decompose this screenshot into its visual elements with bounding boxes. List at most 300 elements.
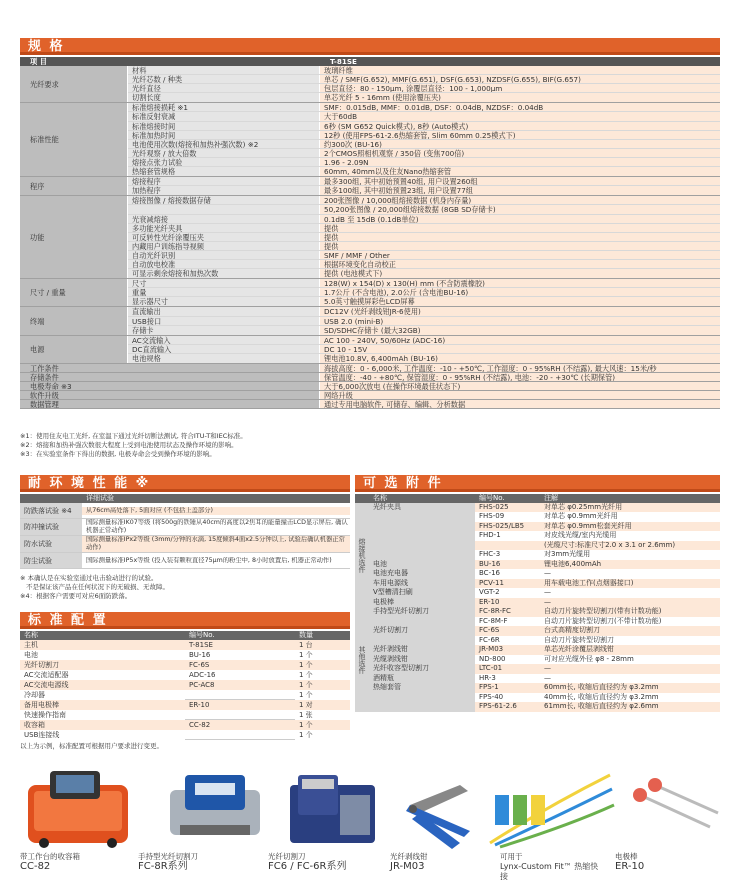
handheld-cleaver-image <box>170 775 260 835</box>
spec-value: 128(W) x 154(D) x 130(H) mm (不含防震橡胶) <box>320 279 720 287</box>
product-caption-model: JR-M03 <box>390 861 425 872</box>
spec-row <box>128 84 720 93</box>
accessory-cell: 电池充电器 <box>369 569 475 579</box>
spec-value: 提供 (电池模式下) <box>320 269 720 278</box>
standard-config-cell: 1 个 <box>295 690 350 700</box>
spec-row <box>128 177 720 186</box>
spec-value: 6秒 (SM G652 Quick模式), 8秒 (Auto模式) <box>320 122 720 130</box>
ruggedness-note: ※4：根据客户需要可对应6面防跌落。 <box>20 592 132 600</box>
spec-key: 自动放电校准 <box>128 260 320 268</box>
ruggedness-section-title: 耐 环 境 性 能 ※ <box>20 475 350 492</box>
product-caption-model: FC-8R系列 <box>138 861 188 872</box>
product-caption <box>615 852 644 872</box>
spec-value: 大于6,000次放电 (在操作环境最佳状态下) <box>320 382 720 390</box>
spec-value: 1.7公斤 (不含电池), 2.0公斤 (含电池BU-16) <box>320 288 720 296</box>
spec-key: 电池使用次数(熔接和加热补强次数) ※2 <box>128 140 320 148</box>
spec-key: 标准熔接时间 <box>128 122 320 130</box>
spec-rows <box>128 279 720 306</box>
accessory-cell: 对单芯 φ0.25mm光纤用 <box>540 503 720 513</box>
spec-value: 单芯光纤 5 - 16mm (使用涂覆压夹) <box>320 93 720 102</box>
standard-config-cell: AC交流电源线 <box>20 680 185 690</box>
accessory-cell: FC-8M-F <box>475 617 540 627</box>
ruggedness-rows <box>20 503 350 569</box>
standard-config-cell: T-81SE <box>185 640 295 650</box>
accessory-cell: 手持型光纤切割刀 <box>369 607 475 617</box>
accessory-cell: 用车载电池工作(点烟器接口) <box>540 579 720 589</box>
spec-row <box>128 149 720 158</box>
ruggedness-table <box>20 494 350 569</box>
ruggedness-test-name: 防跌落试验 ※4 <box>20 503 82 518</box>
spec-row <box>128 345 720 354</box>
carrying-case-image <box>28 771 128 848</box>
spec-key: USB接口 <box>128 317 320 325</box>
product-caption-name: 光纤切割刀 <box>268 852 306 861</box>
spec-value: 通过专用电脑软件, 可储存、编辑、分析数据 <box>320 400 720 408</box>
standard-config-cell: 1 个 <box>295 650 350 660</box>
standard-config-cell: ADC-16 <box>185 670 295 680</box>
spec-key: 电极寿命 ※3 <box>20 382 320 390</box>
electrode-image <box>633 778 718 827</box>
spec-category: 标准性能 <box>20 103 128 176</box>
spec-row <box>128 103 720 112</box>
spec-key: AC交流输入 <box>128 336 320 344</box>
spec-key: 热缩套管规格 <box>128 167 320 176</box>
spec-category: 终端 <box>20 307 128 334</box>
product-caption-model: CC-82 <box>20 861 51 872</box>
standard-config-cell: 1 对 <box>295 700 350 710</box>
standard-config-cell: ER-10 <box>185 700 295 710</box>
accessory-cell: VGT-2 <box>475 588 540 598</box>
product-caption-name: 电极棒 <box>615 852 638 861</box>
accessory-cell: — <box>540 569 720 579</box>
spec-key: 电池规格 <box>128 354 320 363</box>
ruggedness-row <box>20 553 350 569</box>
ruggedness-header: 详细试验 <box>20 494 350 503</box>
spec-header <box>20 57 720 66</box>
fiber-connectors-image <box>490 775 614 847</box>
spec-value: SMF：0.015dB, MMF：0.01dB, DSF：0.04dB, NZDSF：0.04dB <box>320 103 720 111</box>
accessory-cell: FHS-09 <box>475 512 540 522</box>
standard-config-cell: 1 台 <box>295 640 350 650</box>
accessory-cell: 电极棒 <box>369 598 475 608</box>
ruggedness-row <box>20 519 350 536</box>
spec-key: 材料 <box>128 66 320 74</box>
spec-row <box>128 279 720 288</box>
accessories-rows-2 <box>369 608 720 713</box>
accessory-cell: ER-10 <box>475 598 540 608</box>
product-images <box>20 765 720 853</box>
spec-row <box>128 140 720 149</box>
standard-config-cell: USB连接线 <box>20 730 185 740</box>
spec-group <box>20 336 720 364</box>
accessory-cell: 可对应光缆外径 φ8 - 28mm <box>540 655 720 665</box>
spec-key: 显示器尺寸 <box>128 297 320 306</box>
accessory-cell: ND-800 <box>475 655 540 665</box>
spec-row <box>128 75 720 84</box>
accessory-cell: PCV-11 <box>475 579 540 589</box>
spec-note: ※2：熔接和加热补强次数很大程度上受到电池使用状态及操作环境的影响。 <box>20 441 238 449</box>
spec-category: 尺寸 / 重量 <box>20 279 128 306</box>
standard-config-cell: 冷却器 <box>20 690 185 700</box>
spec-value: 锂电池10.8V, 6,400mAh (BU-16) <box>320 354 720 363</box>
ruggedness-note: 不是保证该产品在任何状况下的无破损、无故障。 <box>26 583 169 591</box>
accessory-cell: FHD-1 <box>475 531 540 541</box>
fiber-stripper-image <box>406 785 470 849</box>
accessory-cell <box>369 636 475 646</box>
spec-key: 软件升级 <box>20 391 320 399</box>
spec-key: 标准加热时间 <box>128 131 320 139</box>
spec-key: 标准反射衰减 <box>128 112 320 120</box>
standard-config-row <box>20 650 350 660</box>
accessory-cell: 光纤剥线钳 <box>369 645 475 655</box>
accessories-group-label: 其他选件 <box>355 608 369 713</box>
standard-config-row <box>20 710 350 720</box>
spec-key: 重量 <box>128 288 320 296</box>
spec-value: 2个CMOS照相机观察 / 350倍 (变焦700倍) <box>320 149 720 157</box>
accessory-cell: 电池 <box>369 560 475 570</box>
ruggedness-test-detail: 国际测量标准IPx2等级 (3mm/分钟的水滴, 15度倾斜4面x2.5分钟以上, 试验后确认机器正常动作) <box>82 536 350 552</box>
spec-row <box>128 288 720 297</box>
standard-config-cell: AC交流适配器 <box>20 670 185 680</box>
spec-rows <box>128 103 720 176</box>
standard-config-row <box>20 660 350 670</box>
spec-value: DC 10 - 15V <box>320 345 720 353</box>
spec-note: ※3：在实验室条件下得出的数据, 电极寿命会受到操作环境的影响。 <box>20 450 216 458</box>
spec-rows <box>128 177 720 195</box>
accessory-cell: FHS-025 <box>475 503 540 513</box>
standard-config-cell: 电池 <box>20 650 185 660</box>
spec-row <box>128 317 720 326</box>
spec-key: 内藏用户训练指导视频 <box>128 242 320 250</box>
spec-group <box>20 307 720 335</box>
ruggedness-test-detail: 从76cm高处落下, 5面对应 (不包括上盖部分) <box>82 507 350 515</box>
accessory-cell: 锂电池6,400mAh <box>540 560 720 570</box>
spec-value: 包层直径：80 - 150μm, 涂覆层直径：100 - 1,000μm <box>320 84 720 92</box>
spec-value: 提供 <box>320 224 720 232</box>
accessory-cell <box>475 541 540 551</box>
accessory-cell: — <box>540 598 720 608</box>
standard-config-cell: PC-AC8 <box>185 680 295 690</box>
spec-value: 50,200张图像 / 20,000组熔接数据 (8GB SD存储卡) <box>320 205 720 213</box>
standard-config-row <box>20 680 350 690</box>
accessory-cell: FPS-1 <box>475 683 540 693</box>
spec-row <box>128 205 720 214</box>
standard-config-row <box>20 730 350 740</box>
spec-key: 加热程序 <box>128 186 320 195</box>
spec-rows <box>128 336 720 363</box>
spec-group <box>20 103 720 177</box>
spec-groups <box>20 66 720 364</box>
spec-row <box>20 382 720 391</box>
spec-row <box>128 66 720 75</box>
spec-value: 提供 <box>320 242 720 250</box>
accessory-cell <box>369 522 475 532</box>
accessories-rows-1 <box>369 503 720 608</box>
spec-value: 约300次 (BU-16) <box>320 140 720 148</box>
accessory-cell: FHS-025/LB5 <box>475 522 540 532</box>
product-caption <box>500 852 600 882</box>
spec-row <box>128 186 720 195</box>
spec-key: 光纤直径 <box>128 84 320 92</box>
spec-row <box>20 400 720 409</box>
spec-row <box>128 167 720 176</box>
spec-rows <box>128 66 720 102</box>
accessory-cell: 自动刀片旋转型切割刀(不带计数功能) <box>540 617 720 627</box>
accessory-cell: 61mm长, 收缩后直径约为 φ2.6mm <box>540 702 720 712</box>
spec-row <box>128 93 720 102</box>
product-caption <box>20 852 80 872</box>
spec-note: ※1：使用住友电工光纤, 在室温下通过光纤切断法测试, 符合ITU-T和IEC标准。 <box>20 432 247 440</box>
spec-key: 尺寸 <box>128 279 320 287</box>
standard-config-cell: BU-16 <box>185 650 295 660</box>
spec-group <box>20 66 720 103</box>
spec-group <box>20 196 720 279</box>
standard-config-header: 名称 编号No. 数量 <box>20 631 350 640</box>
spec-row <box>128 251 720 260</box>
accessory-cell: — <box>540 588 720 598</box>
spec-value: AC 100 - 240V, 50/60Hz (ADC-16) <box>320 336 720 344</box>
accessory-cell <box>369 531 475 541</box>
spec-key: 熔接程序 <box>128 177 320 185</box>
accessory-cell: 自动刀片旋转型切割刀 <box>540 636 720 646</box>
spec-row <box>128 215 720 224</box>
spec-category: 电源 <box>20 336 128 363</box>
product-caption <box>268 852 346 872</box>
accessory-cell <box>369 512 475 522</box>
ruggedness-row <box>20 503 350 519</box>
accessory-cell: 60mm长, 收缩后直径约为 φ3.2mm <box>540 683 720 693</box>
accessory-cell: FHC-3 <box>475 550 540 560</box>
spec-value: 单芯 / SMF(G.652), MMF(G.651), DSF(G.653), NZDSF(G.655), BIF(G.657) <box>320 75 720 83</box>
standard-config-row <box>20 690 350 700</box>
spec-row <box>128 354 720 363</box>
spec-key: 自动光纤识别 <box>128 251 320 259</box>
spec-value: 海拔高度：0 - 6,000米, 工作温度：-10 - +50℃, 工作湿度：0 - 95%RH (不结露), 最大风速：15米/秒 <box>320 364 720 372</box>
accessory-cell: 40mm长, 收缩后直径约为 φ3.2mm <box>540 693 720 703</box>
accessories-header: 名称 编号No. 注解 <box>355 494 720 503</box>
ruggedness-test-name: 防尘试验 <box>20 553 82 568</box>
spec-row <box>128 158 720 167</box>
product-caption-model: Lynx-Custom Fit™ 热缩快接 <box>500 862 599 881</box>
spec-row <box>128 242 720 251</box>
spec-rows <box>128 196 720 278</box>
spec-row <box>20 391 720 400</box>
product-caption-name: 光纤剥线钳 <box>390 852 428 861</box>
spec-row <box>128 297 720 306</box>
spec-row <box>128 307 720 316</box>
standard-config-cell: FC-6S <box>185 660 295 670</box>
standard-config-cell: 光纤切割刀 <box>20 660 185 670</box>
spec-value: 0.1dB 至 15dB (0.1dB单位) <box>320 215 720 223</box>
accessory-cell: 酒精瓶 <box>369 674 475 684</box>
standard-config-cell: 1 个 <box>295 670 350 680</box>
standard-config-cell: 1 个 <box>295 680 350 690</box>
spec-value: 网络升级 <box>320 391 720 399</box>
accessory-cell: 单芯光纤涂覆层剥线钳 <box>540 645 720 655</box>
spec-row <box>128 112 720 121</box>
spec-value: SD/SDHC存储卡 (最大32GB) <box>320 326 720 335</box>
spec-row <box>20 364 720 373</box>
spec-header-model: T-81SE <box>330 57 357 66</box>
spec-key: 熔接图像 / 熔接数据存储 <box>128 196 320 204</box>
accessory-cell: 对单芯 φ0.9mm光纤用 <box>540 512 720 522</box>
spec-key: 光衰减熔接 <box>128 215 320 223</box>
spec-value: 最多100组, 其中初始预置23组, 用户设置77组 <box>320 186 720 195</box>
spec-notes <box>20 432 247 459</box>
spec-row <box>128 233 720 242</box>
spec-rows <box>128 307 720 334</box>
accessory-cell: JR-M03 <box>475 645 540 655</box>
spec-header-item: 项 目 <box>30 57 47 66</box>
spec-row <box>128 260 720 269</box>
standard-config-note: 以上为示例，标准配置可根据用户要求进行变更。 <box>20 742 163 750</box>
spec-key: 标准熔接损耗 ※1 <box>128 103 320 111</box>
accessory-cell: FC-6S <box>475 626 540 636</box>
spec-category: 程序 <box>20 177 128 195</box>
standard-config-row <box>20 720 350 730</box>
accessory-cell <box>369 693 475 703</box>
accessory-cell: 自动刀片旋转型切割刀(带有计数功能) <box>540 607 720 617</box>
spec-value: 提供 <box>320 233 720 241</box>
fiber-cleaver-image <box>290 775 375 843</box>
spec-row <box>128 131 720 140</box>
spec-key: 数据管理 <box>20 400 320 408</box>
spec-row <box>20 373 720 382</box>
product-caption-model: ER-10 <box>615 861 645 872</box>
spec-value: 5.0英寸触摸屏彩色LCD屏幕 <box>320 297 720 306</box>
accessory-cell <box>369 541 475 551</box>
spec-value: 200张图像 / 10,000组熔接数据 (机身内存量) <box>320 196 720 204</box>
spec-row <box>128 269 720 278</box>
spec-key: DC直流输入 <box>128 345 320 353</box>
spec-key: 光纤芯数 / 种类 <box>128 75 320 83</box>
accessory-cell: 光缆剥线钳 <box>369 655 475 665</box>
spec-section-title: 规 格 <box>20 38 720 55</box>
spec-row <box>128 196 720 205</box>
spec-value: 保管温度：-40 - +80℃, 保管湿度：0 - 95%RH (不结露), 电池：-20 - +30℃ (长期保管) <box>320 373 720 381</box>
product-caption-model: FC6 / FC-6R系列 <box>268 861 347 872</box>
accessory-cell: 对单芯 φ0.9mm松套光纤用 <box>540 522 720 532</box>
standard-config-cell: 主机 <box>20 640 185 650</box>
standard-config-row <box>20 640 350 650</box>
standard-config-cell: 1 张 <box>295 710 350 720</box>
accessories-section-title: 可 选 附 件 <box>355 475 720 492</box>
spec-table <box>20 57 720 409</box>
ruggedness-row <box>20 536 350 553</box>
ruggedness-test-name: 防冲撞试验 <box>20 519 82 535</box>
standard-config-cell: 1 个 <box>295 660 350 670</box>
standard-config-cell: 1 个 <box>295 720 350 730</box>
standard-config-table <box>20 631 350 740</box>
spec-row <box>128 224 720 233</box>
spec-value: 玻璃纤维 <box>320 66 720 74</box>
accessory-cell: BU-16 <box>475 560 540 570</box>
ruggedness-test-detail: 国际测量标准IP5x等级 (投入装有颗粒直径75μm的粉尘中, 8小时放置后, 机器正常动作) <box>86 556 332 564</box>
spec-row <box>128 326 720 335</box>
spec-value: USB 2.0 (mini-B) <box>320 317 720 325</box>
accessory-cell: FC-6R <box>475 636 540 646</box>
accessory-cell: 对皮线光缆/室内光缆用 <box>540 531 720 541</box>
accessory-cell: FPS-61-2.6 <box>475 702 540 712</box>
standard-config-cell: 备用电极棒 <box>20 700 185 710</box>
standard-config-row <box>20 700 350 710</box>
spec-row <box>128 122 720 131</box>
accessory-cell: 台式高精度切割刀 <box>540 626 720 636</box>
standard-config-cell: CC-82 <box>185 720 295 730</box>
accessory-cell <box>369 702 475 712</box>
standard-config-cell: 1 个 <box>295 730 350 740</box>
spec-value: SMF / MMF / Other <box>320 251 720 259</box>
ruggedness-test-detail: 国际测量标准IK07等级 (将500g的铁锤从40cm的高度以2焦耳的能量撞击LCD显示屏后, 确认机器正常动作) <box>86 519 348 534</box>
product-caption <box>390 852 428 872</box>
spec-category: 光纤要求 <box>20 66 128 102</box>
accessory-cell: (光缆尺寸:标准尺寸2.0 x 3.1 or 2.6mm) <box>540 541 720 551</box>
spec-value: 1.96 - 2.09N <box>320 158 720 166</box>
spec-key: 多功能光纤夹具 <box>128 224 320 232</box>
spec-value: 大于60dB <box>320 112 720 120</box>
spec-key: 熔接点张力试验 <box>128 158 320 166</box>
accessory-cell: FC-8R-FC <box>475 607 540 617</box>
ruggedness-test-name: 防水试验 <box>20 536 82 552</box>
spec-key <box>128 205 320 213</box>
standard-config-rows <box>20 640 350 740</box>
product-caption <box>138 852 198 872</box>
spec-value: 60mm, 40mm以及住友Nano热缩套管 <box>320 167 720 176</box>
spec-row <box>128 336 720 345</box>
accessory-cell: 车用电源线 <box>369 579 475 589</box>
spec-singles <box>20 364 720 409</box>
spec-key: 直流输出 <box>128 307 320 315</box>
accessory-cell <box>369 550 475 560</box>
spec-key: 可反转性光纤涂覆压夹 <box>128 233 320 241</box>
standard-config-section-title: 标 准 配 置 <box>20 612 350 629</box>
standard-config-row <box>20 670 350 680</box>
standard-config-cell: 收容箱 <box>20 720 185 730</box>
spec-key: 存储卡 <box>128 326 320 335</box>
product-caption-name: 可用于 <box>500 852 523 861</box>
spec-value: 12秒 (使用FPS-61-2.6热缩套管, Slim 60mm 0.25模式下) <box>320 131 720 139</box>
spec-key: 光纤观察 / 放大倍数 <box>128 149 320 157</box>
accessory-cell: 光纤夹具 <box>369 503 475 513</box>
accessory-cell: HR-3 <box>475 674 540 684</box>
accessory-cell: LTC-01 <box>475 664 540 674</box>
accessory-row <box>369 703 720 713</box>
spec-key: 存储条件 <box>20 373 320 381</box>
spec-value: 最多300组, 其中初始预置40组, 用户设置260组 <box>320 177 720 185</box>
accessory-cell: — <box>540 674 720 684</box>
accessory-cell: 对3mm光缆用 <box>540 550 720 560</box>
spec-value: DC12V (光纤剥线钳JR-6使用) <box>320 307 720 315</box>
accessory-cell: 光纤切割刀 <box>369 626 475 636</box>
accessory-cell: FPS-40 <box>475 693 540 703</box>
spec-group <box>20 177 720 196</box>
product-caption-name: 手持型光纤切割刀 <box>138 852 198 861</box>
spec-value: 根据环境变化自动校正 <box>320 260 720 268</box>
product-caption-name: 带工作台的收容箱 <box>20 852 80 861</box>
accessory-cell: 光纤收容型切割刀 <box>369 664 475 674</box>
accessories-group-label: 熔接机选件 <box>355 503 369 608</box>
spec-key: 可显示剩余熔接和加热次数 <box>128 269 320 278</box>
accessories-table <box>355 494 720 712</box>
accessory-cell: BC-16 <box>475 569 540 579</box>
spec-key: 切割长度 <box>128 93 320 102</box>
standard-config-cell: 快速操作指南 <box>20 710 185 720</box>
spec-category: 功能 <box>20 196 128 278</box>
spec-group <box>20 279 720 307</box>
accessory-cell: 热缩套管 <box>369 683 475 693</box>
ruggedness-note: ※ 本确认是在实验室通过电击验动进行的试验。 <box>20 574 158 582</box>
accessory-cell <box>369 617 475 627</box>
